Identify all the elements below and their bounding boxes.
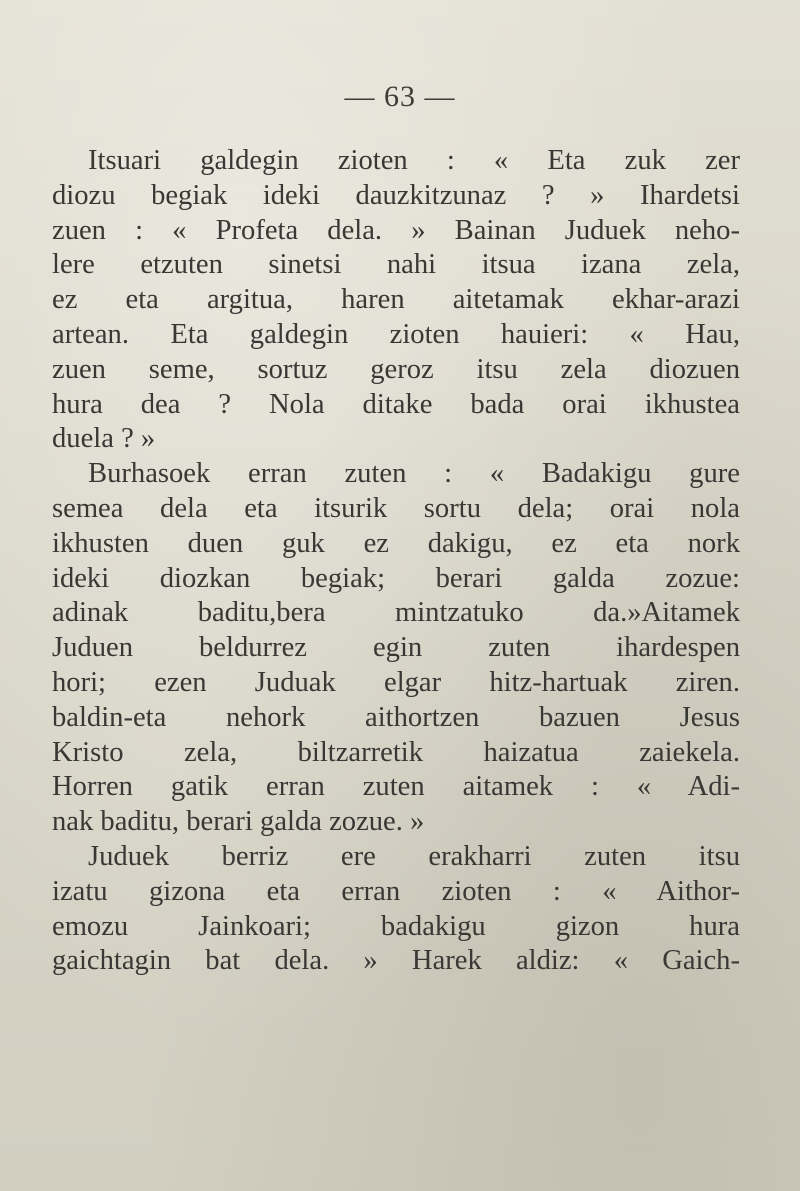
text-line: zuen seme, sortuz geroz itsu zela diozuen — [52, 353, 740, 385]
text-line: duela ? » — [52, 423, 156, 455]
text-line: emozu Jainkoari; badakigu gizon hura — [52, 910, 740, 942]
text-line: Burhasoek erran zuten : « Badakigu gure — [88, 458, 740, 490]
page-number: — 63 — — [344, 80, 456, 113]
text-line: ikhusten duen guk ez dakigu, ez eta nork — [52, 527, 740, 559]
text-line: hura dea ? Nola ditake bada orai ikhustea — [52, 388, 740, 420]
text-line: adinak baditu,bera mintzatuko da.»Aitamek — [52, 597, 740, 629]
text-line: hori; ezen Juduak elgar hitz-hartuak ziren. — [52, 666, 740, 698]
text-line: Itsuari galdegin zioten : « Eta zuk zer — [88, 145, 740, 176]
text-line: Horren gatik erran zuten aitamek : « Adi- — [52, 771, 740, 803]
text-line: baldin-eta nehork aithortzen bazuen Jesus — [52, 701, 740, 733]
text-line: Juduen beldurrez egin zuten ihardespen — [52, 632, 740, 664]
text-line: diozu begiak ideki dauzkitzunaz ? » Ihardetsi — [52, 179, 740, 211]
text-line: gaichtagin bat dela. » Harek aldiz: « Gaich- — [52, 945, 740, 977]
text-line: Juduek berriz ere erakharri zuten itsu — [88, 840, 740, 872]
text-line: ez eta argitua, haren aitetamak ekhar-arazi — [52, 284, 740, 316]
text-line: artean. Eta galdegin zioten hauieri: « Hau, — [52, 318, 740, 350]
text-line: ideki diozkan begiak; berari galda zozue: — [52, 562, 740, 594]
text-line: semea dela eta itsurik sortu dela; orai nola — [52, 492, 740, 524]
text-line: zuen : « Profeta dela. » Bainan Juduek neho- — [52, 214, 740, 246]
text-line: nak baditu, berari galda zozue. » — [52, 806, 425, 838]
text-line: izatu gizona eta erran zioten : « Aithor- — [52, 875, 740, 907]
text-line: Kristo zela, biltzarretik haizatua zaiekela. — [52, 736, 740, 768]
text-line: lere etzuten sinetsi nahi itsua izana zela, — [52, 249, 740, 281]
body-text — [52, 144, 740, 979]
